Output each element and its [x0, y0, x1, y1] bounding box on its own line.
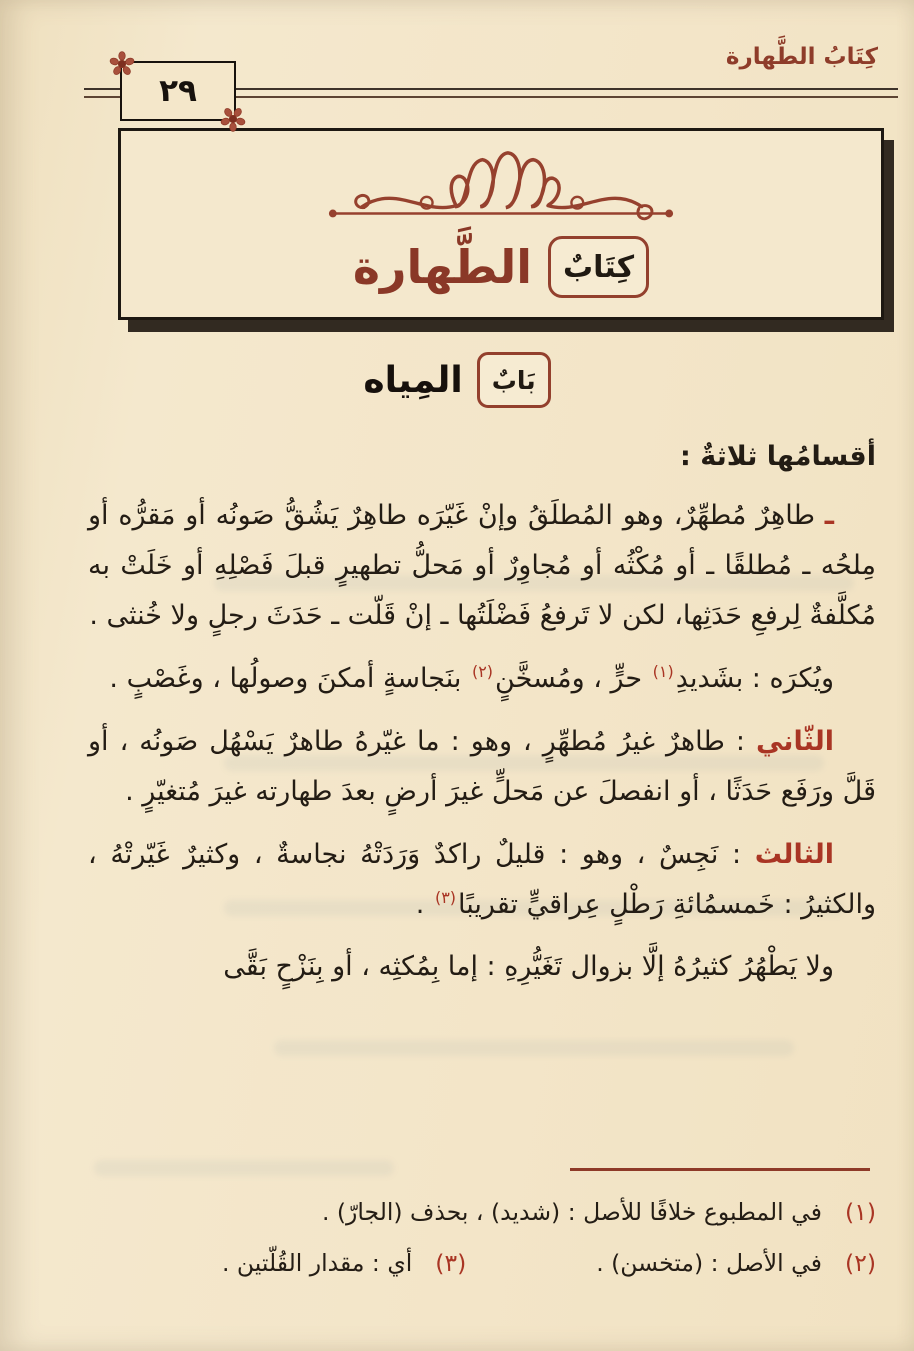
paragraph-text: حرٍّ ، ومُسخَّنٍ: [495, 662, 651, 694]
purification-paragraph: ولا يَطْهُرُ كثيرُهُ إلَّا بزوال تَغَيُّرِهِ : إما بِمُكثِه ، أو بِنَزْحٍ بَقَّى: [223, 951, 834, 983]
floral-corner-icon: [218, 104, 248, 134]
running-title: كِتَابُ الطَّهارة: [725, 44, 878, 70]
floral-corner-icon: [107, 49, 137, 79]
category-2-paragraph: [88, 717, 876, 817]
footnote-3-marker: (٣): [435, 1248, 467, 1277]
chapter-title-box: [118, 128, 884, 320]
kitab-label-box: [548, 236, 649, 298]
flourish-ornament-icon: [325, 150, 677, 230]
category-3-paragraph: [88, 830, 876, 930]
category-2-label: الثّاني: [755, 725, 834, 757]
footnote-ref-3: (٣): [434, 887, 457, 907]
dash-bullet: ـ: [824, 499, 834, 531]
footnote-2: [466, 1246, 876, 1281]
footnote-3: [88, 1246, 466, 1281]
footnote-2-marker: (٢): [845, 1248, 876, 1277]
bab-word: بَابٌ: [491, 365, 536, 395]
category-1-text: طاهِرٌ مُطهِّرٌ، وهو المُطلَقُ وإنْ غَيّرَه طاهِرٌ يَشُقُّ صَونُه أو مَقرُّه أو مِلحُه ـ مُطلقًا ـ أو مُكْثُه أو مُجاوِرٌ أو مَحلُّ تطهيرٍ قبلَ فَصْلِهِ أو خَلَتْ به مُكلَّفةٌ لِرفعِ حَدَثِها، لكن لا تَرفعُ فَضْلَتُها ـ إنْ قَلّت ـ حَدَثَ رجلٍ ولا خُنثى .: [88, 499, 876, 631]
category-3-text-end: .: [415, 888, 433, 920]
disliked-water-paragraph: [88, 654, 876, 704]
book-title-row: [353, 236, 649, 298]
page-number-box: [120, 61, 236, 121]
category-3-text: : نَجِسٌ ، وهو : قليلٌ راكدٌ وَرَدَتْهُ نجاسةٌ ، وكثيرٌ غَيّرتْهُ ، والكثيرُ : خَمسمُائةِ رَطْلٍ عِراقيٍّ تقريبًا: [88, 838, 876, 920]
category-1-paragraph: [88, 491, 876, 641]
kitab-word: كِتَابٌ: [563, 249, 635, 285]
bab-label-box: [477, 352, 551, 408]
paragraph-text: بنَجاسةٍ أمكنَ وصولُها ، وغَصْبٍ .: [109, 662, 470, 694]
page-number: ٢٩: [159, 73, 197, 109]
intro-line: أقسامُها ثلاثةٌ :: [680, 441, 876, 472]
footnote-ref-1: (١): [652, 661, 674, 681]
footnote-1-text: في المطبوع خلافًا للأصل : (شديد) ، بحذف (الجارّ) .: [321, 1197, 822, 1226]
bab-heading: [0, 352, 914, 408]
footnote-1-marker: (١): [845, 1197, 876, 1226]
footnotes-row-2: [88, 1246, 876, 1281]
footnote-ref-2: (٢): [471, 661, 494, 681]
footnotes-divider: [570, 1168, 870, 1171]
footnotes-section: [88, 1168, 876, 1281]
body-text: [88, 432, 876, 1005]
category-3-label: الثالث: [754, 838, 834, 870]
paragraph-text: ويُكرَه : بشَديدِ: [675, 662, 834, 694]
bleed-through-smudge: [274, 1040, 794, 1056]
footnote-3-text: أي : مقدار القُلّتين .: [221, 1248, 413, 1277]
section-title: المِياه: [363, 359, 463, 401]
footnote-2-text: في الأصل : (متخسن) .: [596, 1248, 822, 1277]
book-title: الطَّهارة: [352, 240, 533, 294]
footnote-1: [88, 1195, 876, 1230]
category-2-text: : طاهرٌ غيرُ مُطهِّرٍ ، وهو : ما غيّرهُ طاهرٌ يَسْهُل صَونُه ، أو قَلَّ ورَفَع حَدَثًا ، أو انفصلَ عن مَحلٍّ غيرَ أرضٍ بعدَ طهارته غيرَ مُتغيّرٍ .: [88, 725, 876, 807]
